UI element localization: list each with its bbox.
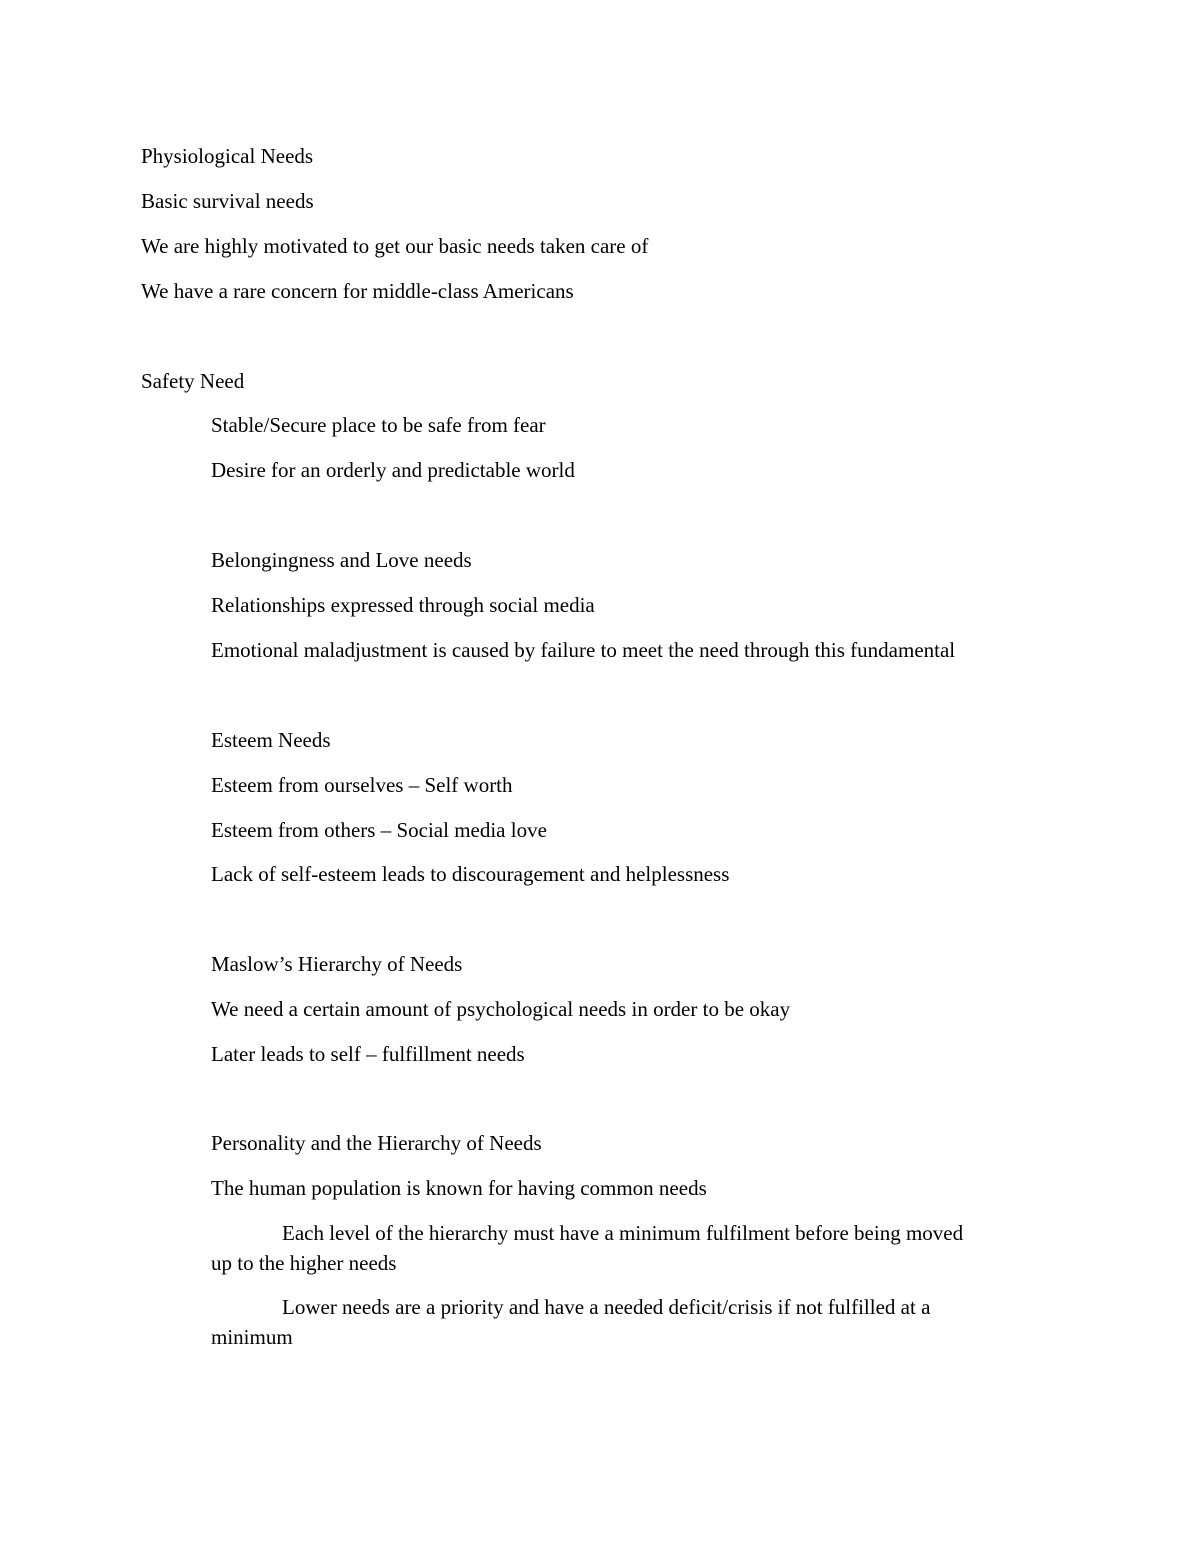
list-item: Desire for an orderly and predictable world (211, 458, 575, 482)
list-item: Relationships expressed through social media (211, 593, 595, 617)
section-heading-physiological: Physiological Needs (141, 144, 314, 168)
paragraph-first-line: Lower needs are a priority and have a needed deficit/crisis if not fulfilled at a (282, 1295, 931, 1319)
list-item: Lack of self-esteem leads to discouragement and helplessness (211, 862, 730, 886)
list-item: Basic survival needs (141, 189, 314, 213)
paragraph-first-line: Each level of the hierarchy must have a minimum fulfilment before being moved (282, 1221, 964, 1245)
list-item: Stable/Secure place to be safe from fear (211, 413, 546, 437)
section-heading-personality: Personality and the Hierarchy of Needs (211, 1131, 542, 1155)
section-heading-esteem: Esteem Needs (211, 728, 331, 752)
section-heading-safety: Safety Need (141, 369, 245, 393)
list-item: Esteem from others – Social media love (211, 818, 547, 842)
paragraph-continuation: up to the higher needs (211, 1251, 397, 1275)
section-heading-maslow: Maslow’s Hierarchy of Needs (211, 952, 463, 976)
list-item: We have a rare concern for middle-class Americans (141, 279, 574, 303)
list-item: We are highly motivated to get our basic needs taken care of (141, 234, 649, 258)
list-item: We need a certain amount of psychological needs in order to be okay (211, 997, 791, 1021)
paragraph-continuation: minimum (211, 1325, 293, 1349)
list-item: Esteem from ourselves – Self worth (211, 773, 513, 797)
list-item: Emotional maladjustment is caused by failure to meet the need through this fundamental (211, 638, 956, 662)
list-item: Later leads to self – fulfillment needs (211, 1042, 525, 1066)
list-item: The human population is known for having common needs (211, 1176, 707, 1200)
section-heading-belongingness: Belongingness and Love needs (211, 548, 472, 572)
